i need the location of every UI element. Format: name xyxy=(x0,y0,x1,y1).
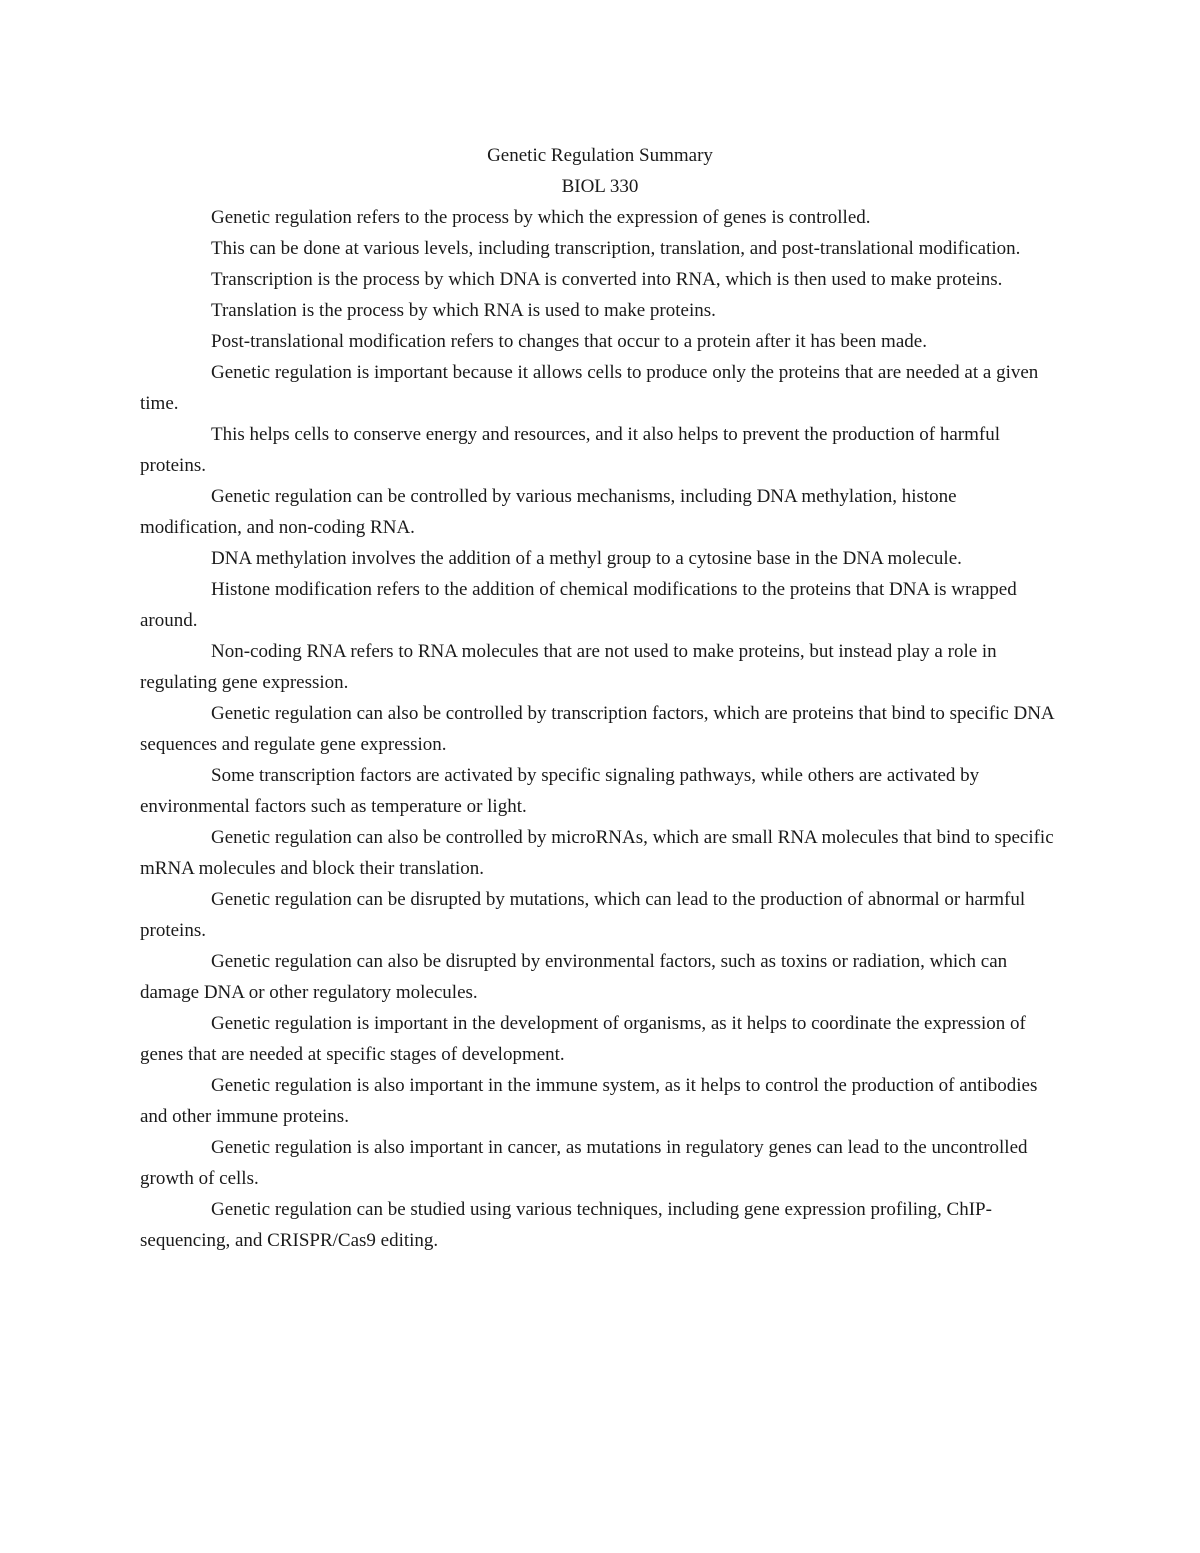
paragraph-14: Genetic regulation can also be controlled by microRNAs, which are small RNA molecules that bind to specific mRNA molecules and block their translation. xyxy=(140,827,1054,879)
paragraph-11: Non-coding RNA refers to RNA molecules that are not used to make proteins, but instead play a role in regulating gene expression. xyxy=(140,641,997,693)
paragraph-10: Histone modification refers to the addition of chemical modifications to the proteins that DNA is wrapped around. xyxy=(140,579,1017,631)
paragraph-20: Genetic regulation can be studied using various techniques, including gene expression profiling, ChIP-sequencing, and CRISPR/Cas9 editing. xyxy=(140,1199,992,1251)
paragraph-5: Post-translational modification refers to changes that occur to a protein after it has been made. xyxy=(211,331,927,352)
paragraph-19: Genetic regulation is also important in cancer, as mutations in regulatory genes can lead to the uncontrolled growth of cells. xyxy=(140,1137,1028,1189)
paragraph-8: Genetic regulation can be controlled by various mechanisms, including DNA methylation, histone modification, and non-coding RNA. xyxy=(140,486,957,538)
paragraph-2: This can be done at various levels, including transcription, translation, and post-translational modification. xyxy=(211,238,1021,259)
paragraph-13: Some transcription factors are activated by specific signaling pathways, while others are activated by environmental factors such as temperature or light. xyxy=(140,765,980,817)
paragraph-16: Genetic regulation can also be disrupted by environmental factors, such as toxins or radiation, which can damage DNA or other regulatory molecules. xyxy=(140,951,1008,1003)
document-body xyxy=(140,140,1060,1256)
paragraph-3: Transcription is the process by which DNA is converted into RNA, which is then used to make proteins. xyxy=(211,269,1003,290)
paragraph-6: Genetic regulation is important because it allows cells to produce only the proteins that are needed at a given time. xyxy=(140,362,1039,414)
paragraph-9: DNA methylation involves the addition of a methyl group to a cytosine base in the DNA molecule. xyxy=(211,548,962,569)
document-title: Genetic Regulation Summary xyxy=(487,145,713,166)
paragraph-7: This helps cells to conserve energy and resources, and it also helps to prevent the production of harmful proteins. xyxy=(140,424,1000,476)
paragraph-18: Genetic regulation is also important in the immune system, as it helps to control the production of antibodies and other immune proteins. xyxy=(140,1075,1038,1127)
paragraph-15: Genetic regulation can be disrupted by mutations, which can lead to the production of abnormal or harmful proteins. xyxy=(140,889,1026,941)
paragraph-4: Translation is the process by which RNA is used to make proteins. xyxy=(211,300,716,321)
course-code: BIOL 330 xyxy=(561,176,639,197)
paragraph-17: Genetic regulation is important in the development of organisms, as it helps to coordinate the expression of genes that are needed at specific stages of development. xyxy=(140,1013,1026,1065)
paragraph-12: Genetic regulation can also be controlled by transcription factors, which are proteins that bind to specific DNA sequences and regulate gene expression. xyxy=(140,703,1054,755)
paragraph-1: Genetic regulation refers to the process by which the expression of genes is controlled. xyxy=(211,207,871,228)
